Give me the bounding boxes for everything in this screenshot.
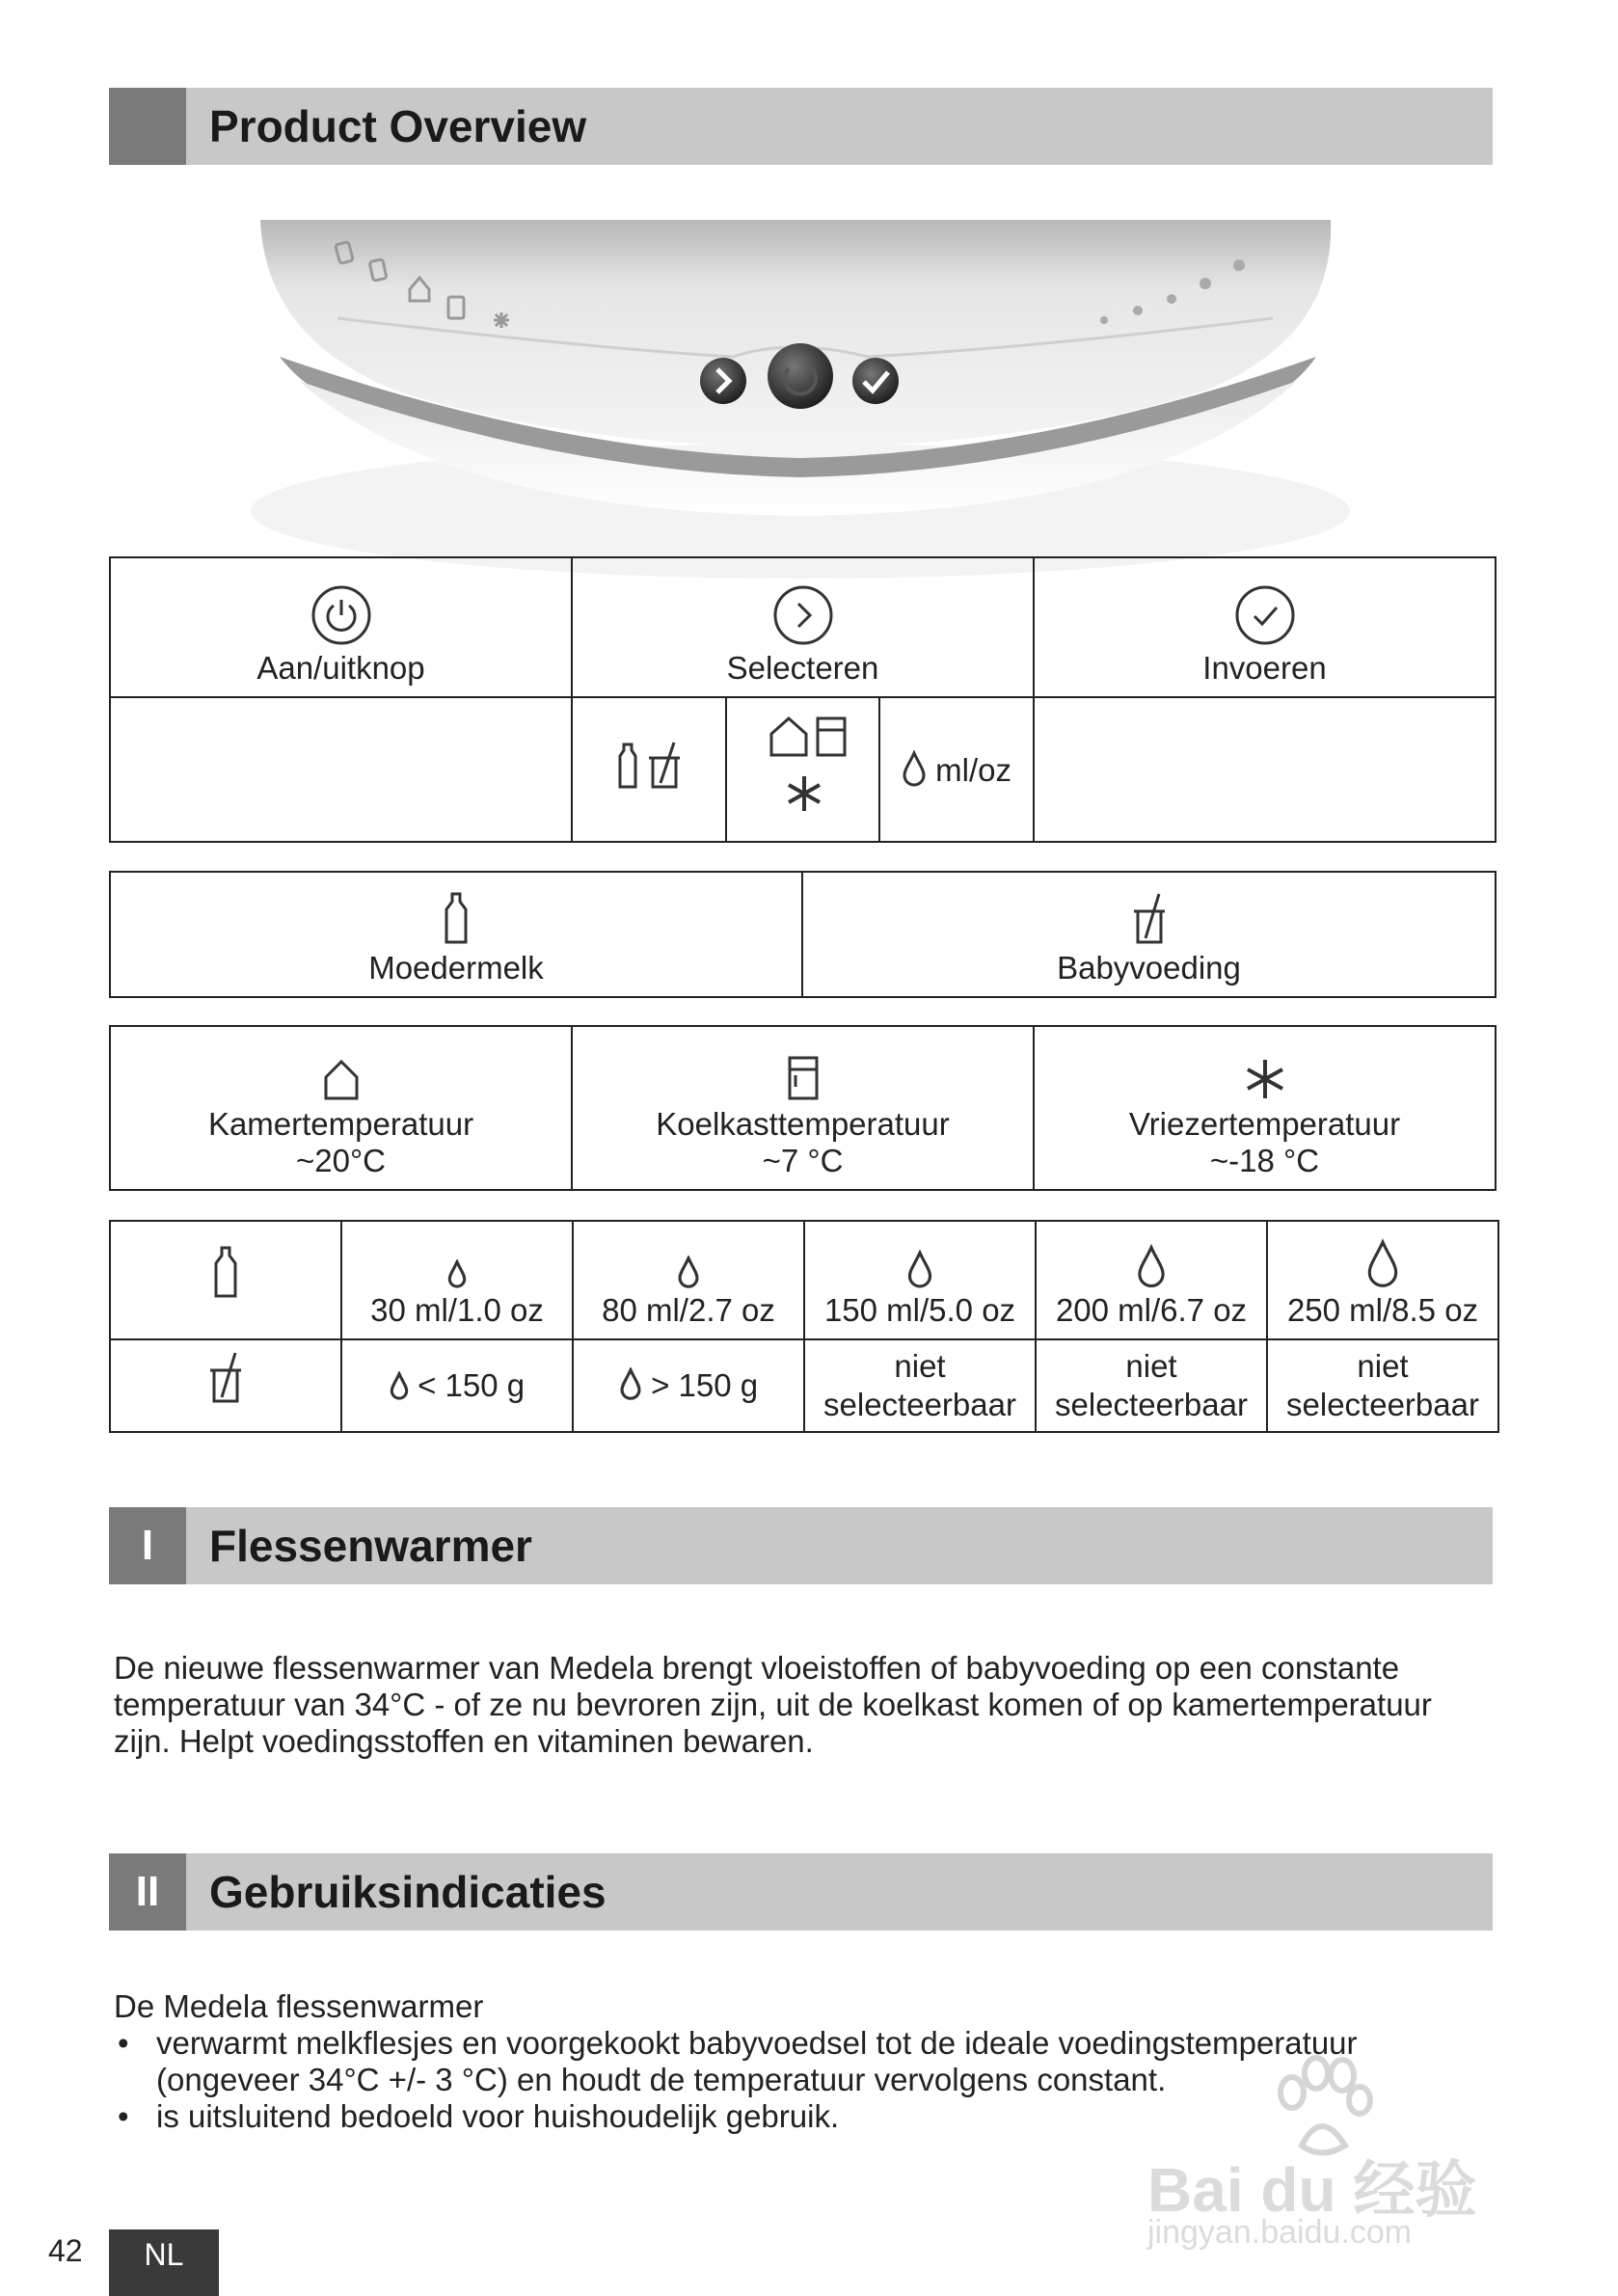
enter-label: Invoeren: [1202, 650, 1327, 686]
breastmilk-cell: [110, 872, 802, 997]
weight-label: < 150 g: [418, 1367, 526, 1403]
buttons-table: [109, 556, 1497, 843]
select-label: Selecteren: [726, 650, 879, 686]
empty-cell: [1034, 697, 1496, 842]
drop-small-icon: [447, 1259, 467, 1288]
room-temp-value: ~20°C: [295, 1143, 386, 1178]
fridge-temp-value: ~7 °C: [762, 1143, 844, 1178]
drop-small-icon: [390, 1371, 409, 1400]
list-item: • is uitsluitend bedoeld voor huishoudelijk gebruik.: [114, 2098, 1493, 2135]
enter-button-icon: [852, 358, 899, 404]
fridge-temp-cell: [572, 1026, 1034, 1190]
device-illustration: [193, 193, 1408, 579]
power-cell: [110, 557, 572, 697]
fridge-icon: [784, 1054, 822, 1102]
room-temp-cell: [110, 1026, 572, 1190]
section-header-overview: [109, 88, 1493, 165]
temperature-table: [109, 1025, 1497, 1191]
section-title: Gebruiksindicaties: [209, 1867, 607, 1917]
drop-icon: [902, 750, 927, 787]
volume-unit-label: ml/oz: [935, 752, 1011, 788]
section-title: Flessenwarmer: [209, 1521, 532, 1571]
breastmilk-label: Moedermelk: [368, 950, 544, 986]
section-number: I: [109, 1507, 186, 1584]
volume-label: 200 ml/6.7 oz: [1055, 1292, 1248, 1328]
list-item: • verwarmt melkflesjes en voorgekookt babyvoedsel tot de ideale voedingstemperatuur (ongeveer 34°C +/- 3 °C) en houdt de temperatuur vervolgens constant.: [114, 2025, 1493, 2098]
house-fridge-snowflake-icon: [750, 713, 856, 819]
flessenwarmer-paragraph: De nieuwe flessenwarmer van Medela brengt vloeistoffen of babyvoeding op een constante temperatuur van 34°C - of ze nu bevroren zijn, uit de koelkast komen of op kamertemperatuur zijn. Helpt voedingsstoffen en vitaminen bewaren.: [114, 1650, 1432, 1759]
milk-row-header: [110, 1221, 341, 1339]
house-icon: [320, 1056, 363, 1102]
volume-label: 150 ml/5.0 oz: [823, 1292, 1016, 1328]
volume-unit-cell: [879, 697, 1034, 842]
weight-cell: [573, 1339, 804, 1432]
section-number: II: [109, 1853, 186, 1931]
volume-label: 80 ml/2.7 oz: [602, 1292, 775, 1328]
weight-label: > 150 g: [651, 1367, 759, 1403]
volume-cell: [1036, 1221, 1267, 1339]
select-cell: [572, 557, 1034, 697]
jar-icon: [1130, 890, 1169, 946]
weight-cell: [341, 1339, 573, 1432]
volume-cell: [1267, 1221, 1498, 1339]
page-number: 42: [48, 2233, 83, 2268]
volume-table: [109, 1220, 1499, 1433]
watermark: [1147, 2054, 1552, 2251]
freezer-temp-value: ~-18 °C: [1209, 1143, 1320, 1178]
babyfood-cell: [802, 872, 1496, 997]
room-temp-label: Kamertemperatuur: [207, 1106, 474, 1142]
freezer-temp-cell: [1034, 1026, 1496, 1190]
section-header-flessenwarmer: [109, 1507, 1493, 1584]
select-button-icon: [700, 358, 746, 404]
volume-label: 30 ml/1.0 oz: [370, 1292, 544, 1328]
volume-cell: [573, 1221, 804, 1339]
volume-cell: [804, 1221, 1036, 1339]
enter-cell: [1034, 557, 1496, 697]
not-selectable-cell: niet selecteerbaar: [1267, 1339, 1498, 1432]
section-title: Product Overview: [209, 101, 587, 151]
checkmark-icon: [1234, 584, 1296, 646]
food-type-cell: [572, 697, 726, 842]
food-row-header: [110, 1339, 341, 1432]
empty-cell: [110, 697, 572, 842]
bottle-icon: [208, 1244, 243, 1300]
food-type-table: [109, 871, 1497, 998]
not-selectable-cell: niet selecteerbaar: [1036, 1339, 1267, 1432]
chevron-right-icon: [772, 584, 834, 646]
drop-large-icon: [1364, 1238, 1401, 1288]
power-icon: [310, 584, 372, 646]
temperature-cell: [726, 697, 879, 842]
bottle-icon: [439, 890, 473, 946]
watermark-brand: Bai du 经验: [1147, 2155, 1477, 2225]
babyfood-label: Babyvoeding: [1057, 950, 1241, 986]
power-label: Aan/uitknop: [256, 650, 425, 686]
bottle-and-jar-icon: [610, 737, 688, 795]
not-selectable-cell: niet selecteerbaar: [804, 1339, 1036, 1432]
volume-cell: [341, 1221, 573, 1339]
section-marker: [109, 88, 186, 165]
jar-icon: [206, 1349, 245, 1405]
drop-icon: [906, 1250, 933, 1288]
fridge-temp-label: Koelkasttemperatuur: [656, 1106, 950, 1142]
drop-icon: [619, 1367, 642, 1400]
drop-icon: [677, 1256, 700, 1288]
power-button-icon: [768, 343, 833, 409]
indications-intro: De Medela flessenwarmer: [114, 1988, 484, 2024]
volume-label: 250 ml/8.5 oz: [1286, 1292, 1479, 1328]
watermark-url: jingyan.baidu.com: [1147, 2214, 1413, 2251]
snowflake-icon: [1243, 1056, 1287, 1102]
freezer-temp-label: Vriezertemperatuur: [1128, 1106, 1401, 1142]
section-header-gebruiksindicaties: [109, 1853, 1493, 1931]
language-tag: NL: [109, 2229, 219, 2296]
drop-icon: [1135, 1244, 1168, 1288]
